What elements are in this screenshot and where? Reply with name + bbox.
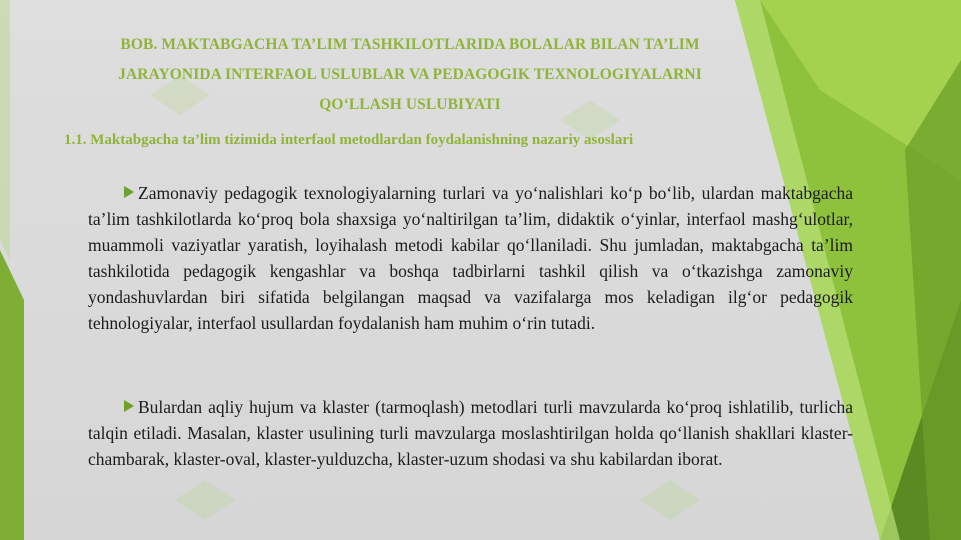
paragraph-2 — [88, 394, 853, 472]
title-line-1: BOB. MAKTABGACHA TA’LIM TASHKILOTLARIDA BOLALAR BILAN TA’LIM — [120, 36, 700, 53]
paragraph-1-text: Zamonaviy pedagogik texnologiyalarning turlari va yo‘nalishlari ko‘p bo‘lib, ulardan maktabgacha ta’lim tashkilotlarda ko‘proq bola shaxsiga yo‘naltirilgan ta’lim, didaktik o‘yinlar, interfaol mashg‘ulotlar, muammoli vaziyatlar yaratish, loyihalash metodi kabilar qo‘llaniladi. Shu jumladan, maktabgacha ta’lim tashkilotida pedagogik kengashlar va boshqa tadbirlarni tashkil qilish va o‘tkazishga zamonaviy yondashuvlardan biri sifatida belgilangan maqsad va vazifalarga mos keladigan ilg‘or pedagogik tehnologiyalar, interfaol usullardan foydalanish ham muhim o‘rin tutadi. — [88, 183, 853, 333]
triangle-right-icon — [124, 400, 134, 412]
section-subtitle: 1.1. Maktabgacha ta’lim tizimida interfaol metodlardan foydalanishning nazariy asoslari — [64, 132, 634, 148]
triangle-right-icon — [124, 186, 134, 198]
title-line-2: JARAYONIDA INTERFAOL USLUBLAR VA PEDAGOGIK TEXNOLOGIYALARNI — [118, 66, 702, 83]
slide-title — [60, 30, 760, 120]
title-line-3: QO‘LLASH USLUBIYATI — [319, 96, 501, 113]
paragraph-2-text: Bulardan aqliy hujum va klaster (tarmoqlash) metodlari turli mavzularda ko‘proq ishlatilib, turlicha talqin etiladi. Masalan, klaster usulining turli mavzularga moslashtirilgan holda qo‘llanish shakllari klaster-chambarak, klaster-oval, klaster-yulduzcha, klaster-uzum shodasi va shu kabilardan iborat. — [88, 397, 853, 469]
paragraph-1 — [88, 180, 853, 336]
